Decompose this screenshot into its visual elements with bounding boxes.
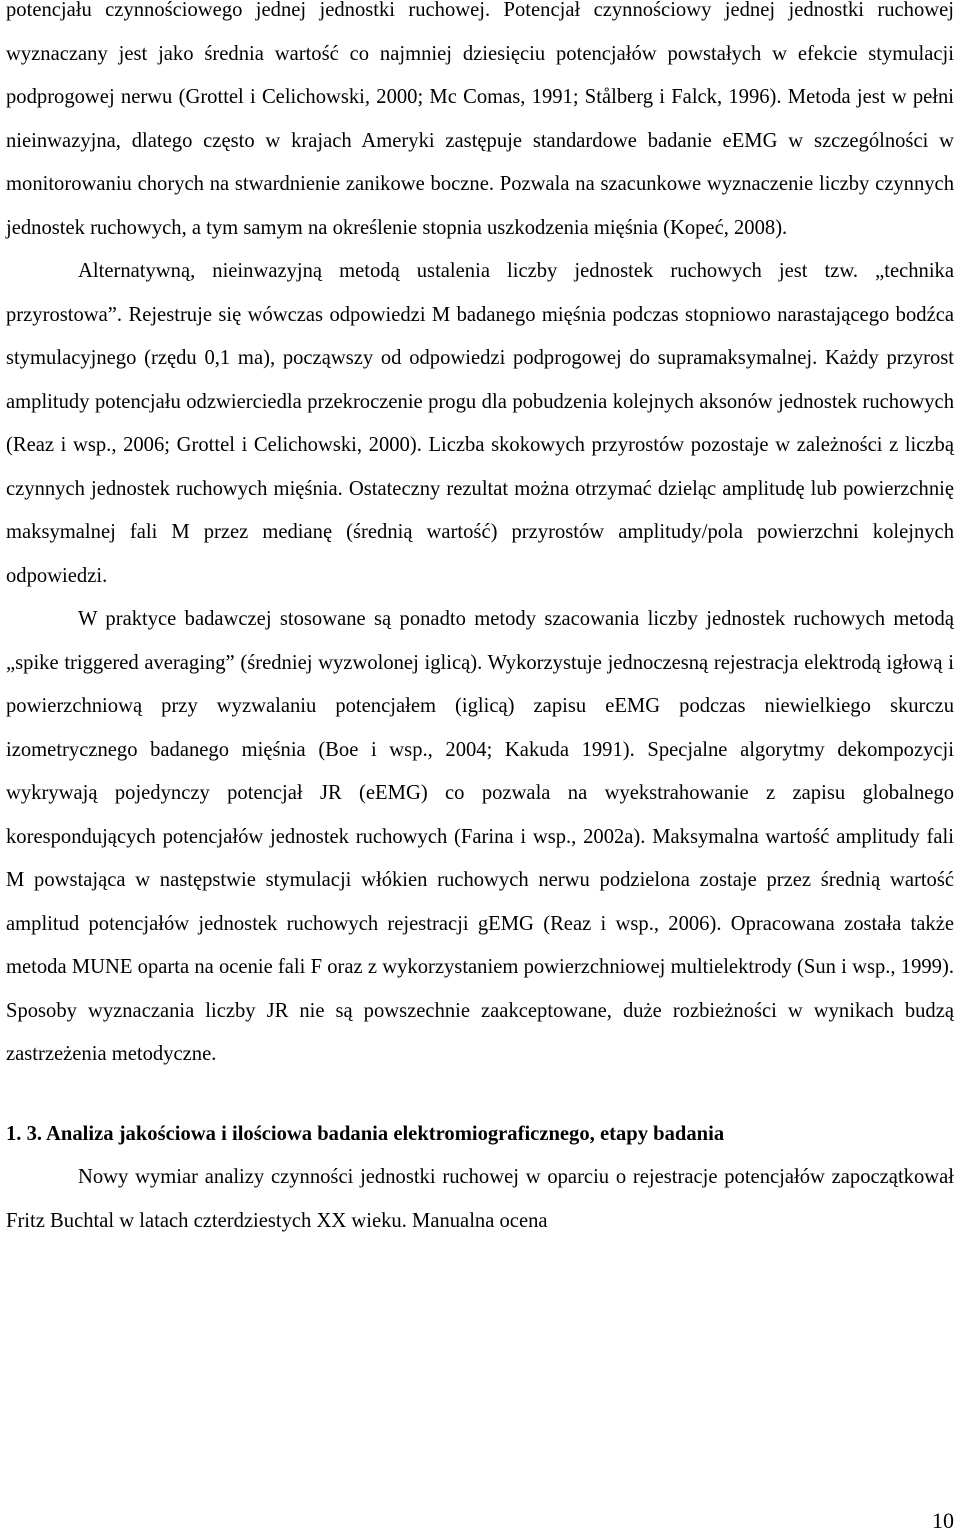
paragraph-section-intro: Nowy wymiar analizy czynności jednostki ruchowej w oparciu o rejestracje potencjałów zapoczątkował Fritz Buchtal w latach czterdziestych XX wieku. Manualna ocena [6,1166,954,1232]
document-page [6,0,954,1243]
paragraph-research-methods: W praktyce badawczej stosowane są ponadto metody szacowania liczby jednostek ruchowych metodą „spike triggered averaging” (średniej wyzwolonej iglicą). Wykorzystuje jednoczesną rejestracja elektrodą igłową i powierzchniową przy wyzwalaniu potencjałem (iglicą) zapisu eEMG podczas niewielkiego skurczu izometrycznego badanego mięśnia (Boe i wsp., 2004; Kakuda 1991). Specjalne algorytmy dekompozycji wykrywają pojedynczy potencjał JR (eEMG) co pozwala na wyekstrahowanie z zapisu globalnego korespondujących potencjałów jednostek ruchowych (Farina i wsp., 2002a). Maksymalna wartość amplitudy fali M powstająca w następstwie stymulacji włókien ruchowych nerwu podzielona zostaje przez średnią wartość amplitud potencjałów jednostek ruchowych rejestracji gEMG (Reaz i wsp., 2006). Opracowana została także metoda MUNE oparta na ocenie fali F oraz z wykorzystaniem powierzchniowej multielektrody (Sun i wsp., 1999). Sposoby wyznaczania liczby JR nie są powszechnie zaakceptowane, duże rozbieżności w wynikach budzą zastrzeżenia metodyczne. [6,608,954,1065]
paragraph-incremental-technique: Alternatywną, nieinwazyjną metodą ustalenia liczby jednostek ruchowych jest tzw. „technika przyrostowa”. Rejestruje się wówczas odpowiedzi M badanego mięśnia podczas stopniowo narastającego bodźca stymulacyjnego (rzędu 0,1 ma), począwszy od odpowiedzi podprogowej do supramaksymalnej. Każdy przyrost amplitudy potencjału odzwierciedla przekroczenie progu dla pobudzenia kolejnych aksonów jednostek ruchowych (Reaz i wsp., 2006; Grottel i Celichowski, 2000). Liczba skokowych przyrostów pozostaje w zależności z liczbą czynnych jednostek ruchowych mięśnia. Ostateczny rezultat można otrzymać dzieląc amplitudę lub powierzchnię maksymalnej fali M przez medianę (średnią wartość) przyrostów amplitudy/pola powierzchni kolejnych odpowiedzi. [6,260,954,587]
paragraph-continued: potencjału czynnościowego jednej jednostki ruchowej. Potencjał czynnościowy jednej jednostki ruchowej wyznaczany jest jako średnia wartość co najmniej dziesięciu potencjałów powstałych w efekcie stymulacji podprogowej nerwu (Grottel i Celichowski, 2000; Mc Comas, 1991; Stålberg i Falck, 1996). Metoda jest w pełni nieinwazyjna, dlatego często w krajach Ameryki zastępuje standardowe badanie eEMG w szczególności w monitorowaniu chorych na stwardnienie zanikowe boczne. Pozwala na szacunkowe wyznaczenie liczby czynnych jednostek ruchowych, a tym samym na określenie stopnia uszkodzenia mięśnia (Kopeć, 2008). [6,0,954,239]
page-number: 10 [932,1508,954,1533]
section-heading: 1. 3. Analiza jakościowa i ilościowa badania elektromiograficznego, etapy badania [6,1122,725,1145]
